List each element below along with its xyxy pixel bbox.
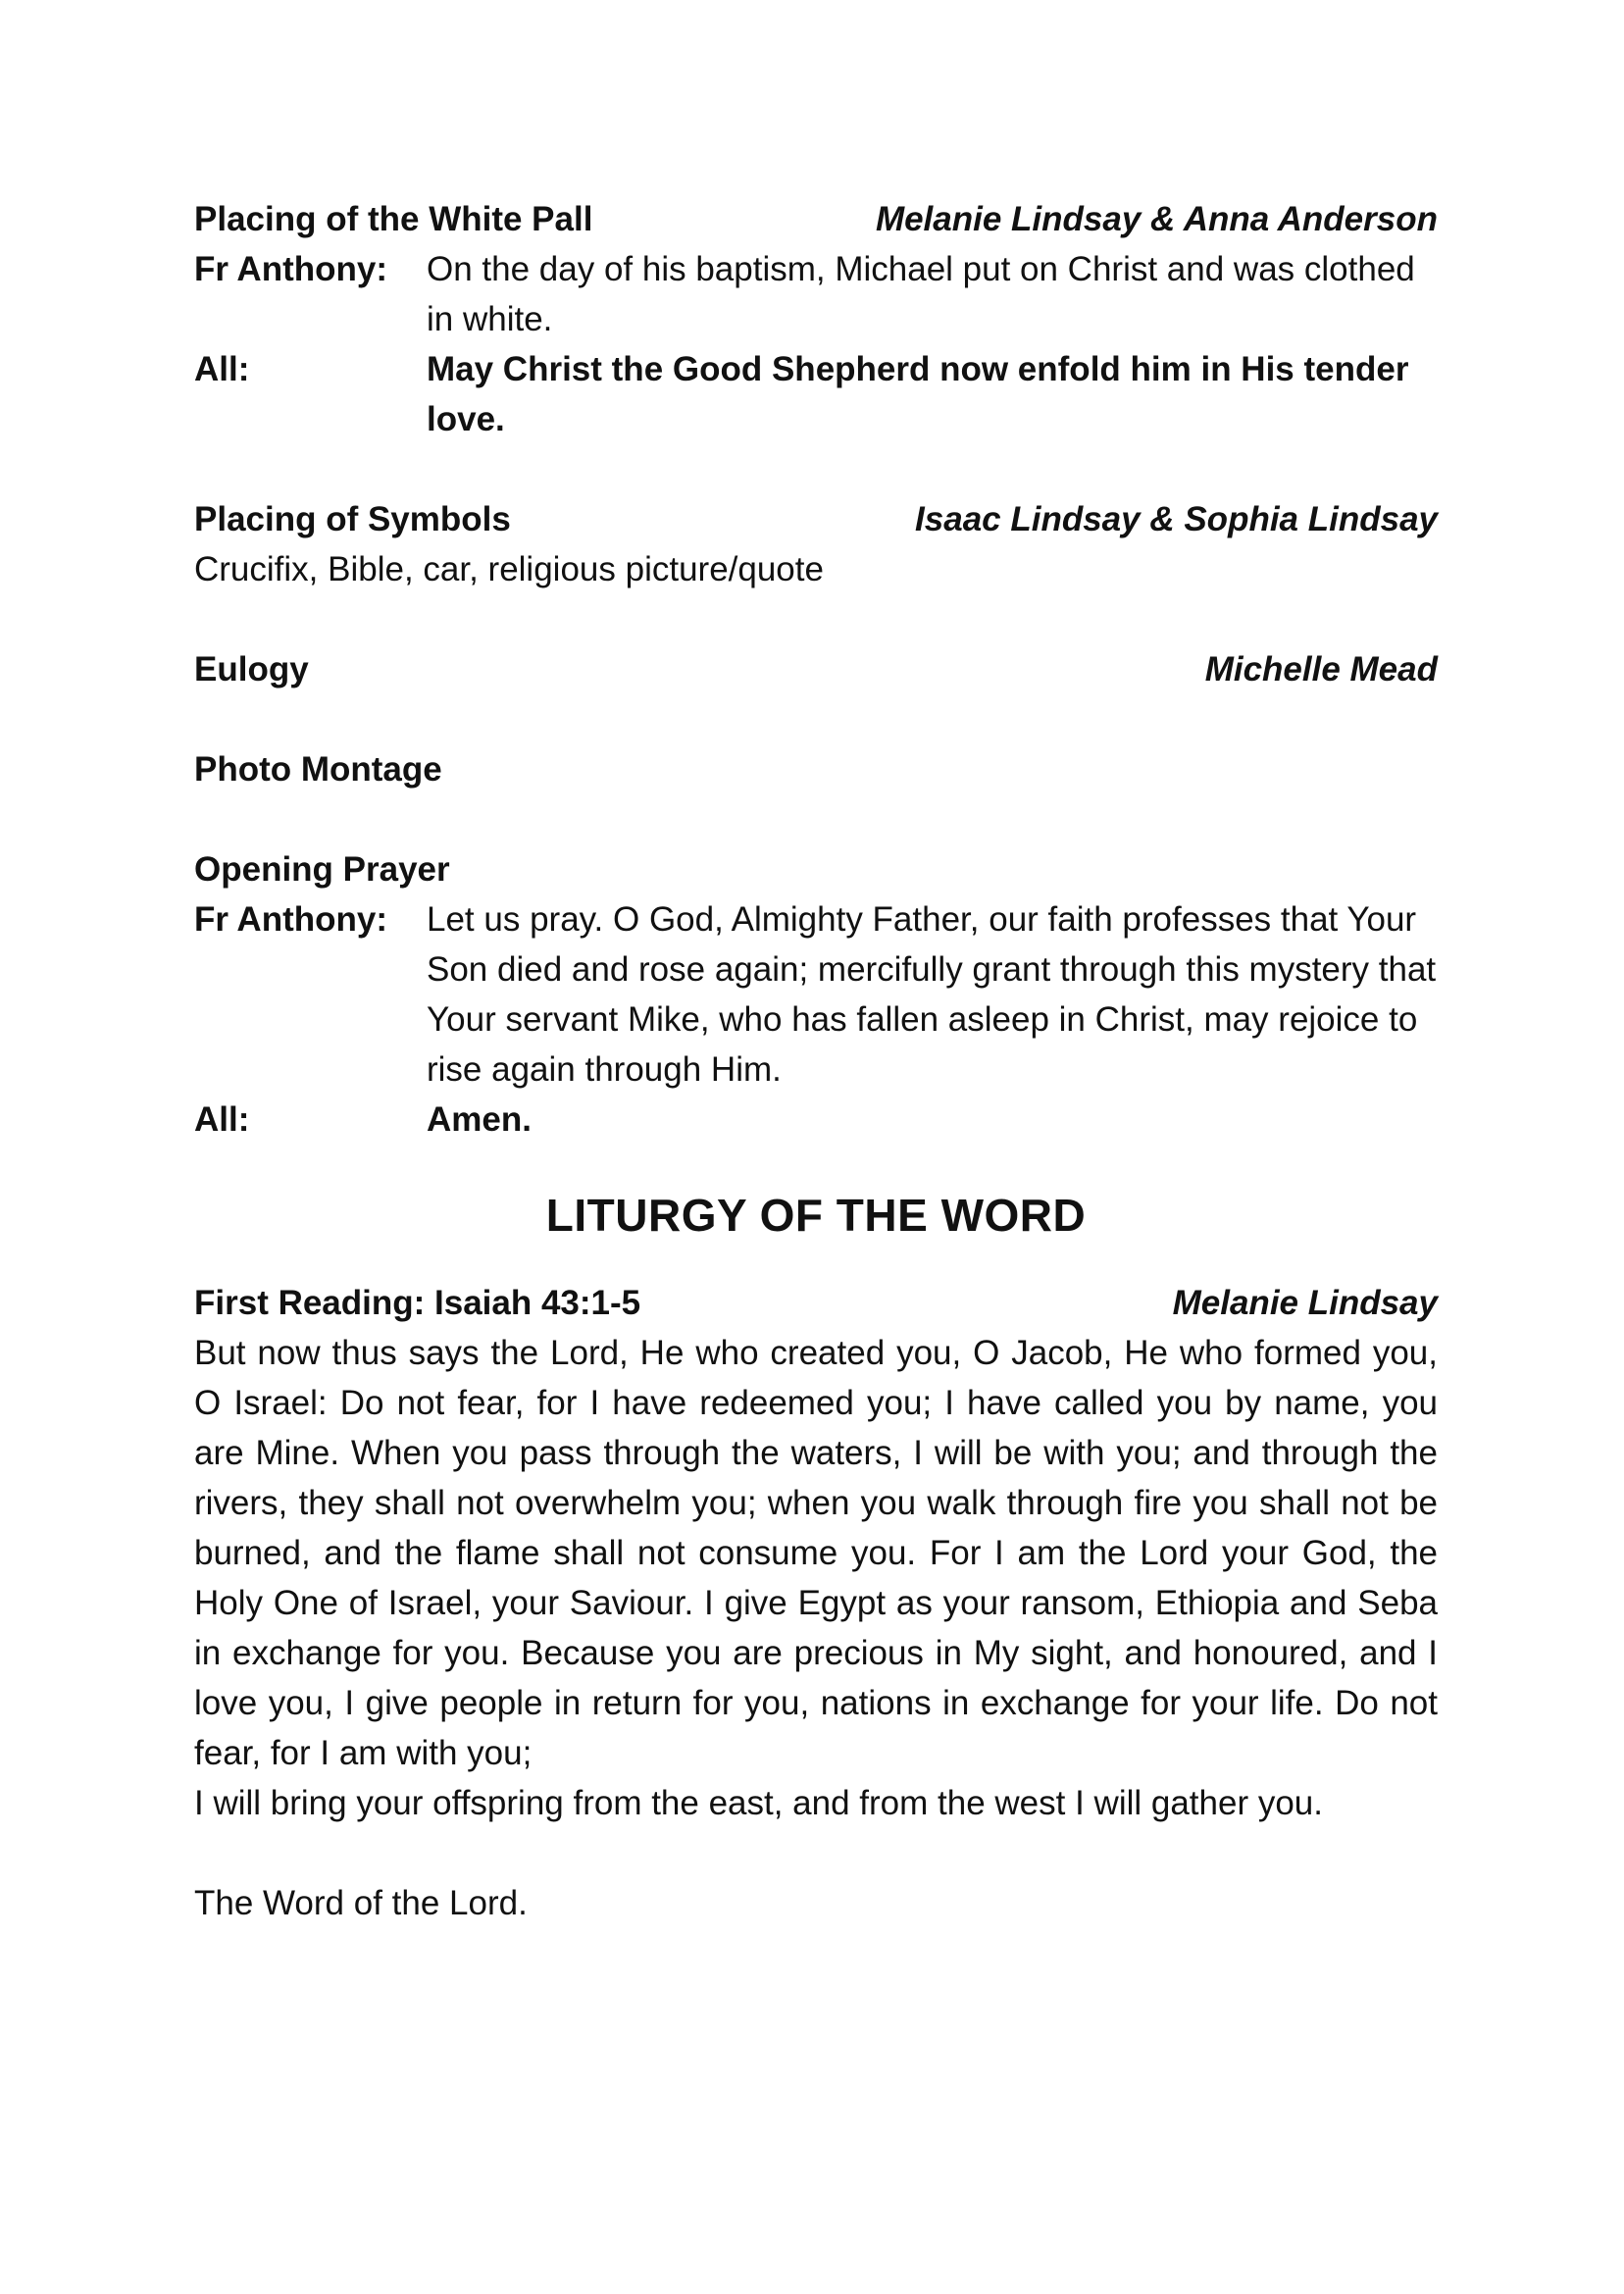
white-pall-response-line	[194, 344, 1438, 444]
order-of-service-page	[194, 194, 1438, 1928]
eulogy-header	[194, 644, 1438, 694]
white-pall-heading: Placing of the White Pall	[194, 200, 593, 238]
eulogy-section	[194, 644, 1438, 694]
symbols-heading: Placing of Symbols	[194, 500, 511, 538]
response-text: Amen.	[427, 1100, 532, 1139]
opening-prayer-priest-line	[194, 894, 1438, 1095]
reading-closing: The Word of the Lord.	[194, 1884, 528, 1922]
eulogy-reader: Michelle Mead	[1204, 650, 1438, 688]
speaker-label: Fr Anthony:	[194, 900, 387, 939]
symbols-reader: Isaac Lindsay & Sophia Lindsay	[915, 500, 1438, 538]
first-reading-heading: First Reading: Isaiah 43:1-5	[194, 1284, 641, 1322]
speaker-label: Fr Anthony:	[194, 250, 387, 288]
reading-paragraph: I will bring your offspring from the east, and from the west I will gather you.	[194, 1784, 1323, 1822]
spacer	[194, 794, 1438, 844]
white-pall-reader: Melanie Lindsay & Anna Anderson	[875, 200, 1438, 238]
symbols-items: Crucifix, Bible, car, religious picture/quote	[194, 550, 824, 588]
photo-montage-section	[194, 744, 1438, 794]
eulogy-heading: Eulogy	[194, 650, 309, 688]
opening-prayer-section	[194, 844, 1438, 1145]
white-pall-section	[194, 194, 1438, 444]
symbols-header	[194, 494, 1438, 544]
speaker-label: All:	[194, 350, 250, 388]
liturgy-section-title: LITURGY OF THE WORD	[545, 1190, 1087, 1241]
spacer	[194, 594, 1438, 644]
spacer	[194, 694, 1438, 744]
first-reading-reader: Melanie Lindsay	[1172, 1284, 1438, 1322]
white-pall-priest-line	[194, 244, 1438, 344]
first-reading-section	[194, 1278, 1438, 1928]
white-pall-header	[194, 194, 1438, 244]
spacer	[194, 1828, 1438, 1878]
speaker-label: All:	[194, 1100, 250, 1139]
photo-montage-heading: Photo Montage	[194, 750, 442, 789]
response-text: May Christ the Good Shepherd now enfold him in His tender love.	[427, 350, 1409, 438]
priest-text: On the day of his baptism, Michael put on Christ and was clothed in white.	[427, 250, 1415, 338]
opening-prayer-response-line	[194, 1095, 1438, 1145]
symbols-section	[194, 494, 1438, 594]
first-reading-header	[194, 1278, 1438, 1328]
spacer	[194, 444, 1438, 494]
reading-paragraph: But now thus says the Lord, He who created you, O Jacob, He who formed you, O Israel: Do not fear, for I have redeemed you; I have called you by name, you are Mine. When you pass through the waters, I will be with you; and through the rivers, they shall not overwhelm you; when you walk through fire you shall not be burned, and the flame shall not consume you. For I am the Lord your God, the Holy One of Israel, your Saviour. I give Egypt as your ransom, Ethiopia and Seba in exchange for you. Because you are precious in My sight, and honoured, and I love you, I give people in return for you, nations in exchange for your life. Do not fear, for I am with you;	[194, 1334, 1438, 1772]
opening-prayer-heading: Opening Prayer	[194, 850, 450, 889]
prayer-text: Let us pray. O God, Almighty Father, our faith professes that Your Son died and rose again; mercifully grant through this mystery that Your servant Mike, who has fallen asleep in Christ, may rejoice to rise again through Him.	[427, 900, 1437, 1089]
